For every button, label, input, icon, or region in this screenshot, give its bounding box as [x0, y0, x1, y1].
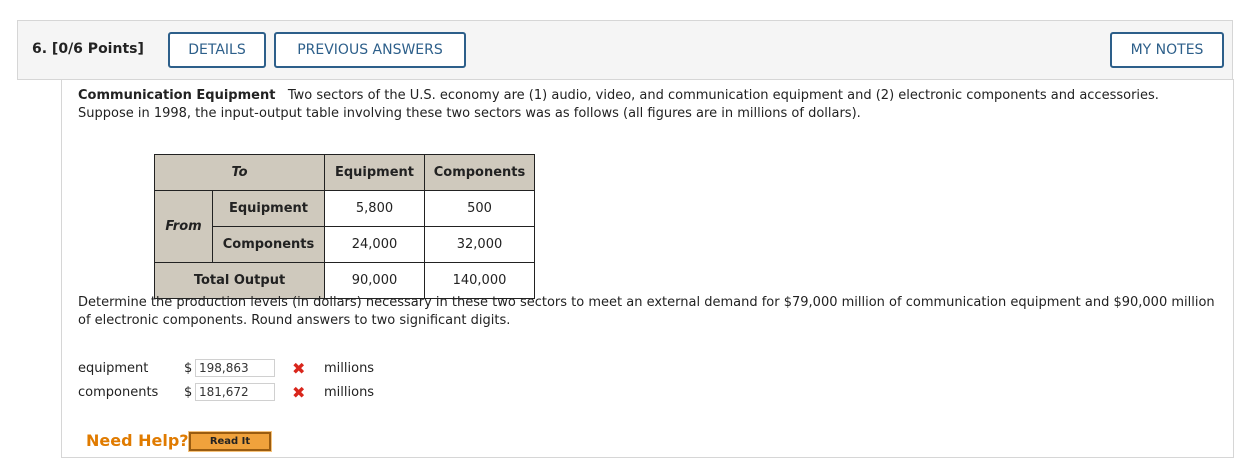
- answer-label: components: [78, 385, 159, 400]
- read-it-button[interactable]: Read It: [189, 432, 271, 451]
- question-header: [17, 20, 1233, 80]
- column-header-components: Components: [425, 155, 535, 191]
- incorrect-x-icon: ✖: [292, 359, 306, 378]
- column-header-equipment: Equipment: [325, 155, 425, 191]
- cell-components-components: 32,000: [425, 227, 535, 263]
- question-number: 6. [0/6 Points]: [32, 41, 144, 57]
- unit-label: millions: [324, 385, 375, 400]
- question-panel: [17, 20, 1233, 458]
- cell-equipment-components: 500: [425, 191, 535, 227]
- row-header-equipment: Equipment: [213, 191, 325, 227]
- cell-components-equipment: 24,000: [325, 227, 425, 263]
- cell-equipment-equipment: 5,800: [325, 191, 425, 227]
- components-answer-input[interactable]: [195, 383, 275, 401]
- table-row: [155, 191, 535, 227]
- previous-answers-button[interactable]: PREVIOUS ANSWERS: [274, 32, 466, 68]
- my-notes-button[interactable]: MY NOTES: [1110, 32, 1224, 68]
- from-label: From: [155, 191, 213, 263]
- table-header-row: [155, 155, 535, 191]
- row-header-components: Components: [213, 227, 325, 263]
- intro-title: Communication Equipment: [78, 88, 276, 103]
- unit-label: millions: [324, 361, 375, 376]
- answer-label: equipment: [78, 361, 149, 376]
- currency-symbol: $: [184, 361, 193, 376]
- currency-symbol: $: [184, 385, 193, 400]
- need-help-label: Need Help?: [86, 431, 189, 450]
- question-text: Determine the production levels (in dollars) necessary in these two sectors to meet an external demand for $79,000 million of communication equipment and $90,000 million of electronic components. Round answers to two significant digits.: [78, 295, 1215, 328]
- details-button[interactable]: DETAILS: [168, 32, 266, 68]
- intro-paragraph: [78, 87, 1218, 123]
- question-body: [61, 79, 1234, 458]
- incorrect-x-icon: ✖: [292, 383, 306, 402]
- total-equipment: 90,000: [325, 263, 425, 299]
- total-output-label: Total Output: [155, 263, 325, 299]
- input-output-table: [154, 154, 535, 299]
- total-components: 140,000: [425, 263, 535, 299]
- equipment-answer-input[interactable]: [195, 359, 275, 377]
- intro-text: Two sectors of the U.S. economy are (1) audio, video, and communication equipment and (2) electronic components and accessories. Suppose in 1998, the input-output table involving these two sectors was as follows (all figures are in millions of dollars).: [78, 88, 1159, 121]
- to-label: To: [155, 155, 325, 191]
